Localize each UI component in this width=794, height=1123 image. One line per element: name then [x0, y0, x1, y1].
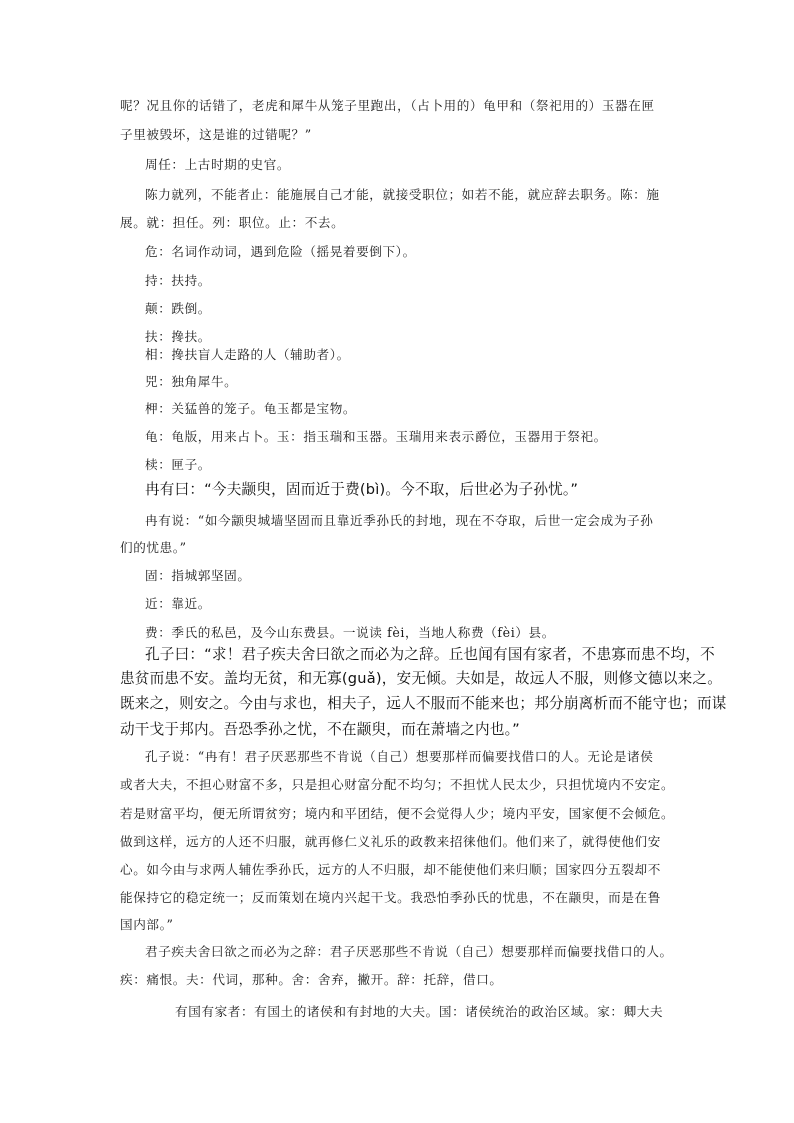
- text-line: 椟：匣子。: [145, 457, 211, 472]
- text-line: 冉有曰：“今夫颛臾，固而近于费(bì)。今不取，后世必为子孙忧。”: [145, 481, 579, 498]
- text-line: 呢？况且你的话错了，老虎和犀牛从笼子里跑出，（占卜用的）龟甲和（祭祀用的）玉器在匣: [120, 98, 655, 113]
- text-line: 孔子曰：“求！君子疾夫舍曰欲之而必为之辞。丘也闻有国有家者，不患寡而患不均，不: [145, 646, 715, 663]
- text-line: 柙：关猛兽的笼子。龟玉都是宝物。: [145, 401, 357, 416]
- text-line: 孔子说：“冉有！君子厌恶那些不肯说（自己）想要那样而偏要找借口的人。无论是诸侯: [145, 749, 654, 764]
- text-line: 持：扶持。: [145, 273, 211, 288]
- text-line: 颠：跌倒。: [145, 301, 211, 316]
- text-line: 们的忧患。”: [120, 540, 187, 555]
- text-line: 危：名词作动词，遇到危险（摇晃着要倒下）。: [145, 244, 416, 259]
- text-line: 扶：搀扶。: [145, 329, 211, 344]
- text-line: 冉有说：“如今颛臾城墙坚固而且靠近季孙氏的封地，现在不夺取，后世一定会成为子孙: [145, 513, 654, 528]
- text-line: 费：季氏的私邑，及今山东费县。一说读 fèi，当地人称费（fèi）县。: [145, 625, 555, 640]
- text-line: 展。就：担任。列：职位。止：不去。: [120, 215, 345, 230]
- text-line: 能保持它的稳定统一；反而策划在境内兴起干戈。我恐怕季孙氏的忧患，不在颛臾，而是在鲁: [120, 890, 661, 905]
- text-line: 或者大夫，不担心财富不多，只是担心财富分配不均匀；不担忧人民太少，只担忧境内不安定。: [120, 777, 675, 792]
- text-line: 国内部。”: [120, 917, 174, 932]
- text-line: 陈力就列，不能者止：能施展自己才能，就接受职位；如若不能，就应辞去职务。陈：施: [145, 187, 660, 202]
- text-line: 做到这样，远方的人还不归服，就再修仁义礼乐的政教来招徕他们。他们来了，就得使他们安: [120, 834, 661, 849]
- text-line: 周任：上古时期的史官。: [145, 157, 291, 172]
- text-line: 固：指城郭坚固。: [145, 568, 251, 583]
- text-line: 兕：独角犀牛。: [145, 374, 238, 389]
- text-line: 疾：痛恨。夫：代词，那种。舍：舍弃，撇开。辞：托辞，借口。: [120, 972, 503, 987]
- text-line: 君子疾夫舍曰欲之而必为之辞：君子厌恶那些不肯说（自己）想要那样而偏要找借口的人。: [145, 944, 673, 959]
- text-line: 心。如今由与求两人辅佐季孙氏，远方的人不归服，却不能使他们来归顺；国家四分五裂却不: [120, 862, 661, 877]
- text-line: 近：靠近。: [145, 596, 211, 611]
- text-line: 相：搀扶盲人走路的人（辅助者）。: [145, 347, 350, 362]
- text-line: 若是财富平均，便无所谓贫穷；境内和平团结，便不会觉得人少；境内平安，国家便不会倾危。: [120, 806, 675, 821]
- text-line: 有国有家者：有国土的诸侯和有封地的大夫。国：诸侯统治的政治区域。家：卿大夫: [175, 1004, 664, 1019]
- text-line: 患贫而患不安。盖均无贫，和无寡(guǎ)，安无倾。夫如是，故远人不服，则修文德以来之。: [120, 670, 723, 687]
- text-line: 龟：龟版，用来占卜。玉：指玉瑞和玉器。玉瑞用来表示爵位，玉器用于祭祀。: [145, 429, 607, 444]
- text-line: 子里被毁坏，这是谁的过错呢？”: [120, 127, 312, 142]
- text-line: 动干戈于邦内。吾恐季孙之忧，不在颛臾，而在萧墙之内也。”: [120, 721, 520, 738]
- text-line: 既来之，则安之。今由与求也，相夫子，远人不服而不能来也；邦分崩离析而不能守也；而谋: [120, 695, 727, 712]
